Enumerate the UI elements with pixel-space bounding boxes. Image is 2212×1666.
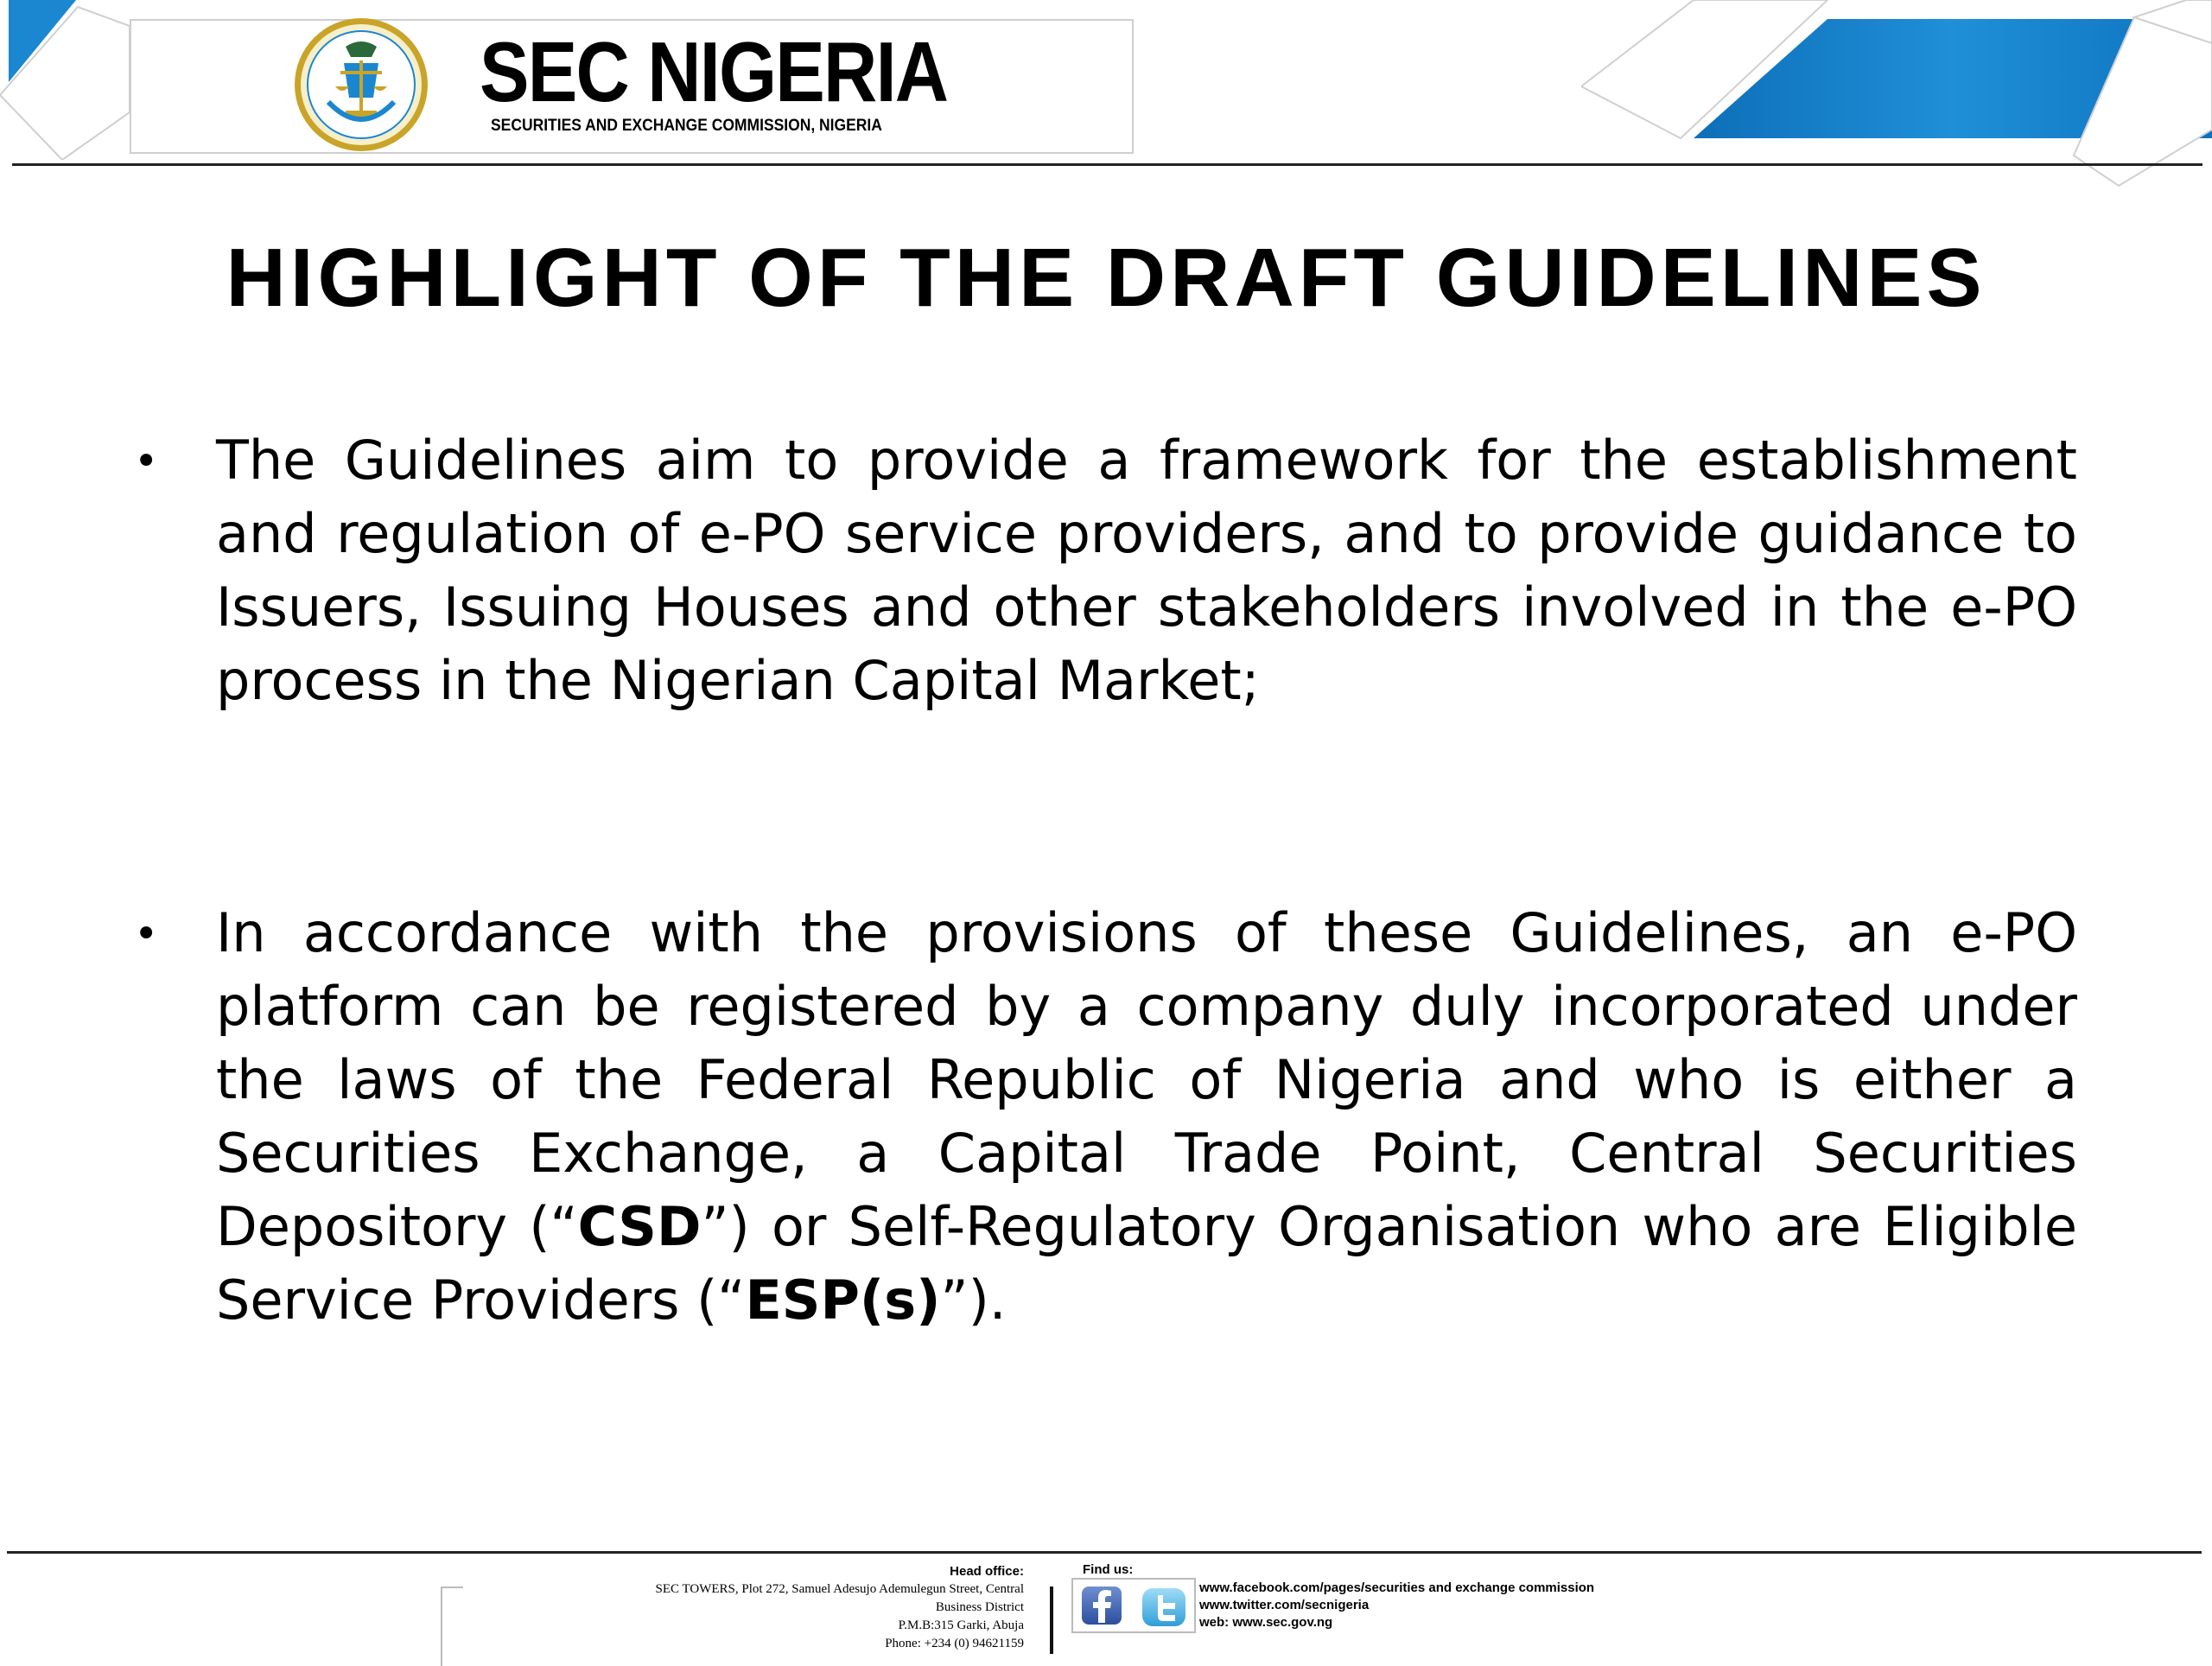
paragraph-text [216,896,2077,1337]
twitter-link[interactable]: www.twitter.com/secnigeria [1199,1598,1370,1612]
facebook-icon[interactable] [1080,1585,1125,1626]
footer-frame-decoration [441,1587,463,1666]
bullet-paragraph-1 [216,423,2077,717]
brand-subtitle: SECURITIES AND EXCHANGE COMMISSION, NIGERIA [491,117,882,135]
bullet-marker: • [134,437,159,486]
paragraph-segment: In accordance with the provisions of these Guidelines, an e-PO platform can be registered by a company duly incorporated under the laws of the Federal Republic of Nigeria and who is either a Securities Exchange, a Capital Trade Point, Central Securities Depository (“ [216,901,2077,1258]
address-line: Business District [935,1600,1024,1614]
head-office-address [655,1562,1024,1653]
brand-title: SEC NIGERIA [480,24,948,119]
phone-line: Phone: +234 (0) 94621159 [885,1637,1024,1650]
defined-term: ESP(s) [745,1269,941,1332]
footer-divider [7,1551,2202,1554]
slide-title: HIGHLIGHT OF THE DRAFT GUIDELINES [226,232,1986,324]
footer-vertical-divider [1050,1587,1053,1654]
head-office-label: Head office: [950,1564,1024,1579]
defined-term: CSD [577,1195,702,1258]
header-right-band-decoration [1581,0,2212,190]
header-divider [12,163,2202,166]
paragraph-segment: ”) or Self-Regulatory Organisation who are Eligible Service Providers (“ [216,1195,2077,1332]
paragraph-segment: The Guidelines aim to provide a framework for the establishment and regulation of e-PO service providers, and to provide guidance to Issuers, Issuing Houses and other stakeholders involved in the e-PO process in the Nigerian Capital Market; [216,429,2077,712]
website-link[interactable]: web: www.sec.gov.ng [1199,1615,1333,1630]
find-us-label: Find us: [1083,1562,1134,1577]
bullet-marker: • [134,910,159,958]
address-line: SEC TOWERS, Plot 272, Samuel Adesujo Ademulegun Street, Central [655,1582,1024,1596]
bullet-paragraph-2 [216,896,2077,1337]
paragraph-segment: ”). [940,1269,1007,1332]
paragraph-text [216,423,2077,717]
twitter-icon[interactable] [1141,1587,1189,1628]
header-left-wedge-decoration [0,0,138,160]
facebook-link[interactable]: www.facebook.com/pages/securities and exchange commission [1199,1580,1595,1595]
social-links [1199,1580,1594,1631]
sec-seal-icon [292,16,430,154]
address-line: P.M.B:315 Garki, Abuja [898,1618,1024,1632]
